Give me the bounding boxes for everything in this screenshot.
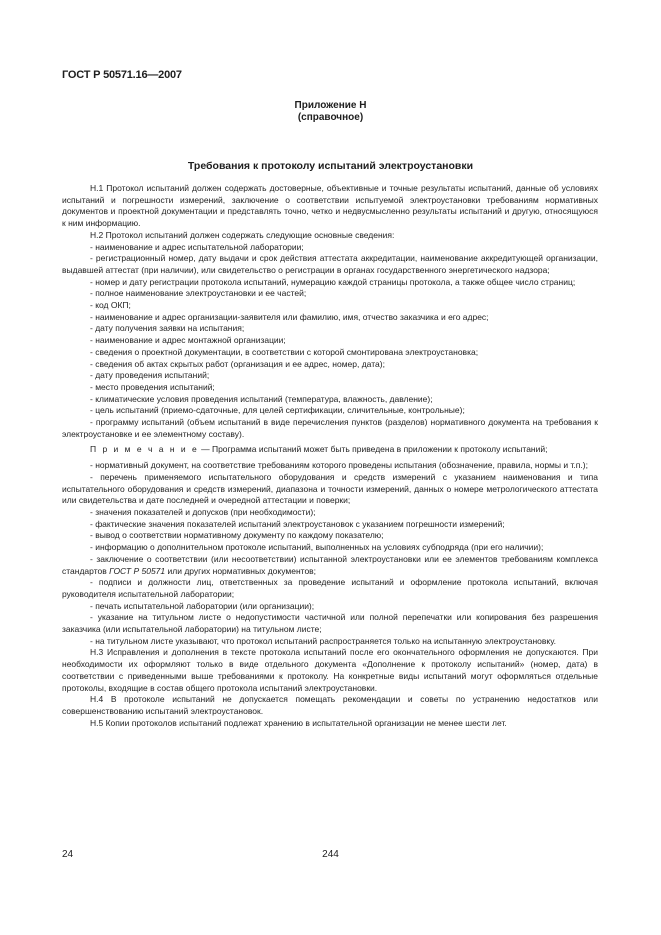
list-item: - значения показателей и допусков (при необходимости);: [90, 506, 316, 517]
list-item: - наименование и адрес монтажной организации;: [90, 335, 286, 346]
list-item: - перечень применяемого испытательного оборудования и средств измерений с указанием наименования и типа испытательного оборудования и средств измерений, диапазона и точности измерений, данных о номере метрологического аттестата или свидетельства и дате последней и очередной аттестации и поверки;: [62, 471, 598, 506]
appendix-label: Приложение Н: [294, 100, 367, 111]
list-item: - указание на титульном листе о недопустимости частичной или полной перепечатки или копирования без разрешения заказчика (или испытательной лаборатории) на титульном листе;: [62, 612, 598, 635]
list-item: - дату проведения испытаний;: [90, 370, 210, 381]
note-text: — Программа испытаний может быть приведена в приложении к протоколу испытаний;: [198, 444, 548, 455]
note: [62, 444, 598, 456]
list-item: - цель испытаний (приемо-сдаточные, для целей сертификации, сличительные, контрольные);: [90, 405, 465, 416]
list-item: - на титульном листе указывают, что протокол испытаний распространяется только на испытанную электроустановку.: [90, 635, 556, 646]
paragraph: Н.5 Копии протоколов испытаний подлежат хранению в испытательной организации не менее шести лет.: [90, 717, 507, 728]
list-item: - печать испытательной лаборатории (или организации);: [90, 600, 315, 611]
gost-text-post: или других нормативных документов;: [165, 565, 317, 576]
gost-reference: ГОСТ Р 50571: [109, 565, 166, 576]
list-item: - место проведения испытаний;: [90, 381, 215, 392]
list-item: [62, 554, 598, 577]
list-item: - дату получения заявки на испытания;: [90, 323, 245, 334]
list-item: - климатические условия проведения испытаний (температура, влажность, давление);: [90, 393, 433, 404]
list-item: - подписи и должности лиц, ответственных за проведение испытаний и оформление протокола испытаний, включая руководителя испытательной лаборатории;: [62, 577, 598, 599]
body-text: [62, 183, 598, 729]
document-code: ГОСТ Р 50571.16—2007: [62, 69, 182, 81]
appendix-note: (справочное): [297, 112, 364, 123]
paragraph: Н.3 Исправления и дополнения в тексте протокола испытаний после его окончательного оформления не допускаются. При необходимости их оформляют только в виде отдельного документа «Дополнение к протоколу испытаний» (номер, дата) в соответствии с приведенными выше требованиями к протоколу. На конкретные виды испытаний могут оформляться отдельные протоколы, входящие в состав общего протокола испытаний электроустановки.: [62, 647, 598, 693]
list-item: - сведения об актах скрытых работ (организация и ее адрес, номер, дата);: [90, 358, 385, 369]
page-number-left: 24: [62, 849, 74, 860]
section-title: Требования к протоколу испытаний электроустановки: [187, 160, 474, 172]
list-item: - регистрационный номер, дату выдачи и срок действия аттестата аккредитации, наименование аккредитующей организации, выдавшей аттестат (при наличии), или свидетельство о регистрации в органах государственного энергетического надзора;: [62, 253, 598, 275]
list-item: - полное наименование электроустановки и ее частей;: [90, 288, 307, 299]
paragraph: Н.2 Протокол испытаний должен содержать следующие основные сведения:: [90, 229, 395, 240]
list-item: - сведения о проектной документации, в соответствии с которой смонтирована электроустановка;: [90, 346, 479, 357]
page-number-center: 244: [322, 849, 339, 860]
list-item: - наименование и адрес организации-заявителя или фамилию, имя, отчество заказчика и его адрес;: [90, 311, 489, 322]
paragraph: Н.1 Протокол испытаний должен содержать достоверные, объективные и точные результаты испытаний, данные об условиях испытаний и погрешности измерений, заключение о соответствии испытуемой электроустановки требованиям нормативных документов и проектной документации и представлять точно, четко и недвусмысленно результаты испытаний и другую, относящуюся к ним информацию.: [62, 183, 598, 229]
note-label: П р и м е ч а н и е: [90, 444, 199, 455]
list-item: - вывод о соответствии нормативному документу по каждому показателю;: [90, 530, 384, 541]
list-item: - программу испытаний (объем испытаний в виде перечисления пунктов (разделов) нормативного документа на требования к электроустановке и ее элементному составу).: [62, 417, 598, 439]
gost-text-pre: - заключение о соответствии (или несоответствии) испытанной электроустановки или ее элементов требованиям комплекса стандартов: [62, 553, 598, 576]
list-item: - номер и дату регистрации протокола испытаний, нумерацию каждой страницы протокола, а также общее число страниц;: [90, 276, 576, 287]
list-item: - информацию о дополнительном протоколе испытаний, выполненных на условиях субподряда (при его наличии);: [90, 542, 544, 553]
list-item: - код ОКП;: [90, 300, 131, 311]
paragraph: Н.4 В протоколе испытаний не допускается помещать рекомендации и советы по устранению недостатков или совершенствованию испытаний электроустановок.: [62, 694, 598, 716]
list-item: - нормативный документ, на соответствие требованиям которого проведены испытания (обозначение, правила, нормы и т.п.);: [90, 460, 588, 471]
list-item: - наименование и адрес испытательной лаборатории;: [90, 241, 304, 252]
list-item: - фактические значения показателей испытаний электроустановок с указанием погрешности измерений;: [90, 518, 505, 529]
